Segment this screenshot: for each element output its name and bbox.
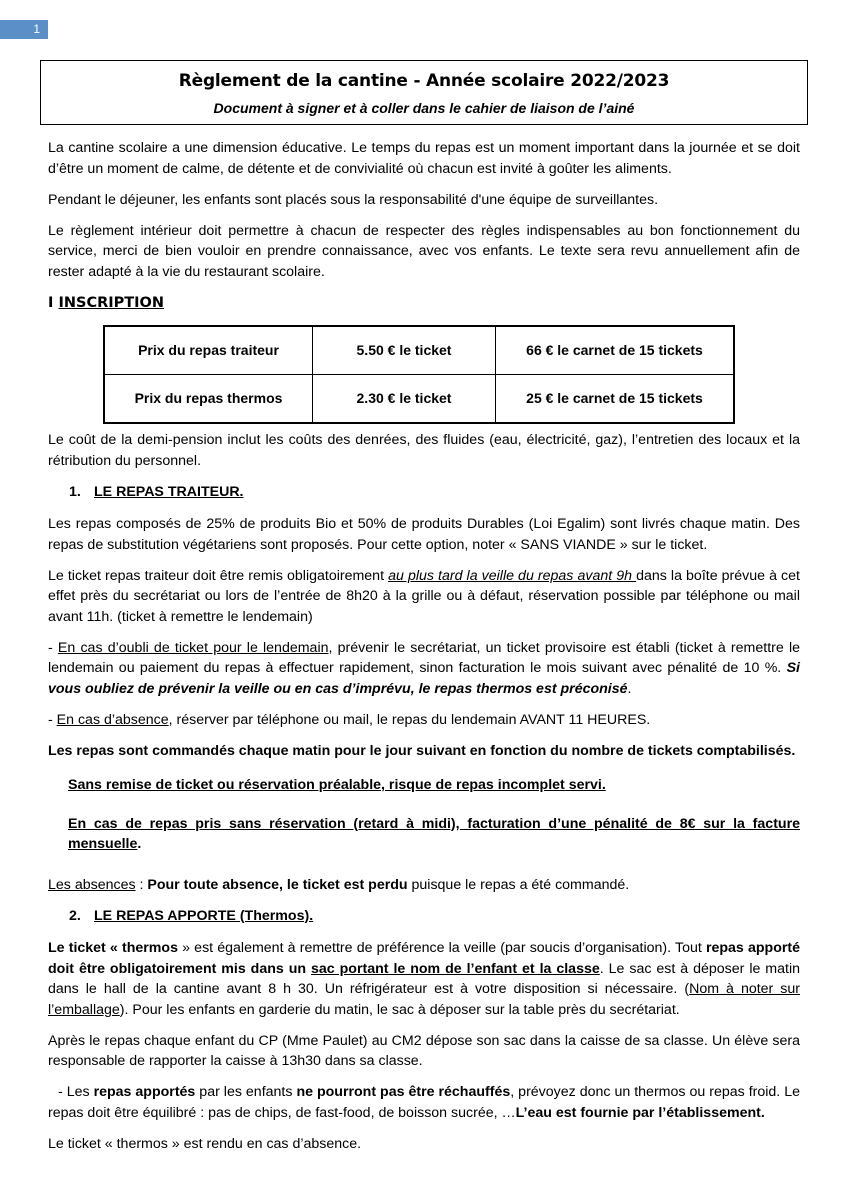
text-run: . Le sac est à déposer le matin dans le hall de la cantine avant 8 h 30. Un réfrigérateur est à votre disposition si nécessaire. ( — [48, 960, 800, 997]
unit-price: 5.50 € le ticket — [313, 326, 496, 375]
text-run: : — [135, 876, 148, 893]
traiteur-paragraph-8 — [48, 875, 800, 896]
thermos-paragraph-1 — [48, 938, 800, 1020]
unit-price: 2.30 € le ticket — [313, 375, 496, 424]
subsection-heading-traiteur — [69, 482, 800, 503]
price-label: Prix du repas thermos — [104, 375, 313, 424]
subsection-number: 2. — [69, 907, 81, 924]
subsection-heading-thermos — [69, 906, 800, 927]
cost-note: Le coût de la demi-pension inclut les coûts des denrées, des fluides (eau, électricité, gaz), l’entretien des locaux et la rétribution du personnel. — [48, 432, 800, 469]
section-title: INSCRIPTION — [58, 294, 165, 311]
table-row — [104, 326, 734, 375]
thermos-paragraph-2: Après le repas chaque enfant du CP (Mme Paulet) au CM2 dépose son sac dans la caisse de sa classe. Un élève sera responsable de rapporter la caisse à 13h30 dans sa classe. — [48, 1032, 800, 1069]
traiteur-paragraph-1: Les repas composés de 25% de produits Bio et 50% de produits Durables (Loi Egalim) sont livrés chaque matin. Des repas de substitution végétariens sont proposés. Pour cette option, noter « SANS VIANDE » sur le ticket. — [48, 516, 800, 553]
document-body — [48, 138, 800, 1165]
book-price: 25 € le carnet de 15 tickets — [496, 375, 735, 424]
thermos-paragraph-4: Le ticket « thermos » est rendu en cas d’absence. — [48, 1135, 362, 1152]
deadline-text: au plus tard la veille du repas avant 9h — [388, 567, 637, 584]
text-run: par les enfants — [195, 1084, 297, 1100]
price-label: Prix du repas traiteur — [104, 326, 313, 375]
text-run: repas apporté doit être obligatoirement mis dans un — [48, 940, 800, 977]
text-run: » est également à remettre de préférence la veille (par soucis d’organisation). Tout — [177, 940, 706, 956]
traiteur-paragraph-7 — [68, 814, 800, 855]
traiteur-paragraph-5: Les repas sont commandés chaque matin pour le jour suivant en fonction du nombre de tickets comptabilisés. — [48, 742, 796, 759]
text-run: , réserver par téléphone ou mail, le repas du lendemain AVANT 11 HEURES. — [168, 711, 651, 728]
subsection-title: LE REPAS TRAITEUR. — [94, 483, 244, 500]
section-heading-inscription — [48, 293, 800, 314]
subsection-number: 1. — [69, 483, 81, 500]
text-run: Le ticket « thermos — [48, 940, 178, 956]
recommendation-text: Si vous oubliez de prévenir la veille ou en cas d’imprévu, le repas thermos est préconisé — [48, 660, 800, 697]
thermos-paragraph-3 — [48, 1082, 800, 1123]
text-run: - — [48, 639, 58, 656]
traiteur-paragraph-4 — [48, 710, 800, 731]
traiteur-paragraph-6 — [68, 775, 800, 796]
intro-paragraph: La cantine scolaire a une dimension éducative. Le temps du repas est un moment important dans la journée et se doit d’être un moment de calme, de détente et de convivialité où chacun est invité à goûter les aliments. — [48, 140, 800, 177]
bag-label-text: sac portant le nom de l’enfant et la classe — [311, 960, 600, 977]
text-run: ne pourront pas être réchauffés — [296, 1084, 511, 1100]
absence-text: En cas d’absence — [56, 711, 169, 728]
document-subtitle: Document à signer et à coller dans le cahier de liaison de l’ainé — [213, 100, 635, 116]
page-number: 1 — [0, 20, 48, 39]
absences-label: Les absences — [48, 876, 136, 893]
text-run: . — [627, 680, 632, 697]
price-table — [103, 325, 735, 424]
ticket-lost-text: Pour toute absence, le ticket est perdu — [147, 876, 408, 893]
title-box — [40, 60, 808, 125]
text-run: . — [137, 836, 142, 852]
book-price: 66 € le carnet de 15 tickets — [496, 326, 735, 375]
text-run: - — [48, 711, 57, 728]
warning-text: Sans remise de ticket ou réservation préalable, risque de repas incomplet servi. — [68, 777, 606, 793]
table-row — [104, 375, 734, 424]
text-run: , prévenir le secrétariat, un ticket provisoire est établi (ticket à remettre le lendemain ou paiement du repas à effectuer rapidement, sinon facturation le mois suivant avec pénalité de 10 %. — [48, 639, 800, 676]
traiteur-paragraph-3 — [48, 638, 800, 700]
packaging-text: Nom à noter sur l’emballage — [48, 981, 800, 1018]
text-run: dans la boîte prévue à cet effet près du secrétariat ou lors de l’entrée de 8h20 à la grille ou à défaut, réservation possible par téléphone ou mail avant 11h. (ticket à remettre le lendemain) — [48, 567, 800, 625]
forgot-ticket-text: En cas d’oubli de ticket pour le lendemain — [57, 639, 329, 656]
text-run: - Les — [58, 1084, 94, 1100]
subsection-title: LE REPAS APPORTE (Thermos). — [94, 907, 314, 924]
penalty-text: En cas de repas pris sans réservation (retard à midi), facturation d’une pénalité de 8€ sur la facture mensuelle — [68, 815, 800, 852]
text-run: puisque le repas a été commandé. — [407, 876, 630, 893]
text-run: Le ticket repas traiteur doit être remis obligatoirement — [48, 567, 389, 584]
traiteur-paragraph-2 — [48, 566, 800, 628]
intro-paragraph: Pendant le déjeuner, les enfants sont placés sous la responsabilité d'une équipe de surveillantes. — [48, 191, 659, 208]
text-run: repas apportés — [93, 1084, 196, 1100]
text-run: ). Pour les enfants en garderie du matin, le sac à déposer sur la table près du secrétariat. — [119, 1001, 680, 1018]
water-text: L’eau est fournie par l’établissement. — [515, 1104, 765, 1121]
text-run: , prévoyez donc un thermos ou repas froid. Le repas doit être équilibré : pas de chips, de fast-food, de boisson sucrée, … — [48, 1084, 800, 1121]
document-title: Règlement de la cantine - Année scolaire 2022/2023 — [178, 71, 670, 91]
intro-paragraph: Le règlement intérieur doit permettre à chacun de respecter des règles indispensables au bon fonctionnement du service, merci de bien vouloir en prendre connaissance, avec vos enfants. Le texte sera revu annuellement afin de rester adapté à la vie du restaurant scolaire. — [48, 222, 800, 280]
section-number: I — [48, 294, 54, 311]
